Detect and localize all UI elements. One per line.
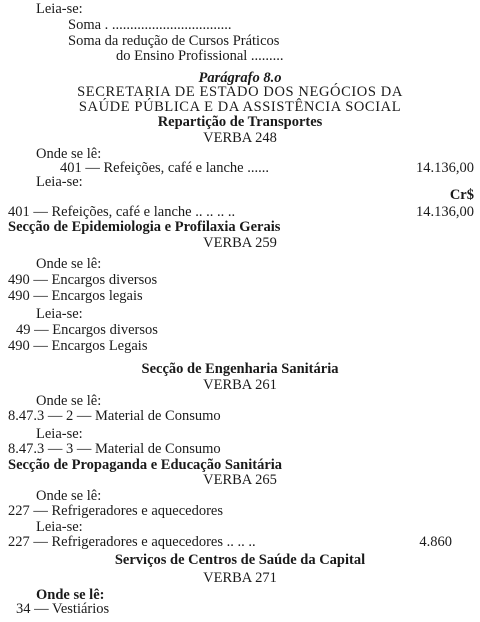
onde-se-le-label: Onde se lê: bbox=[36, 146, 102, 162]
paragraph-heading: Parágrafo 8.o bbox=[198, 70, 282, 86]
currency-header: Cr$ bbox=[449, 187, 474, 203]
item-227-corrected: 227 — Refrigeradores e aquecedores .. .. .. bbox=[8, 534, 256, 550]
item-401-corrected: 401 — Refeições, café e lanche .. .. .. .. bbox=[8, 204, 236, 220]
section-title-epidemiologia: Secção de Epidemiologia e Profilaxia Gerais bbox=[8, 219, 281, 235]
onde-se-le-label: Onde se lê: bbox=[36, 587, 105, 603]
section-title-transportes: Repartição de Transportes bbox=[157, 114, 323, 130]
verba-259: VERBA 259 bbox=[203, 235, 277, 251]
onde-se-le-label: Onde se lê: bbox=[36, 488, 102, 504]
amount-corrected: 14.136,00 bbox=[416, 204, 474, 220]
item-490-legais-corrected: 490 — Encargos Legais bbox=[8, 338, 148, 354]
soma-line: Soma . ................................. bbox=[68, 17, 232, 33]
leia-se-label: Leia-se: bbox=[36, 426, 83, 442]
onde-se-le-label: Onde se lê: bbox=[36, 393, 102, 409]
item-8473-3: 8.47.3 — 3 — Material de Consumo bbox=[8, 441, 221, 457]
item-490-legais: 490 — Encargos legais bbox=[8, 288, 143, 304]
soma-reducao-line: Soma da redução de Cursos Práticos bbox=[68, 33, 280, 49]
onde-se-le-label: Onde se lê: bbox=[36, 256, 102, 272]
leia-se-label: Leia-se: bbox=[36, 1, 83, 17]
leia-se-label: Leia-se: bbox=[36, 519, 83, 535]
item-34: 34 — Vestiários bbox=[16, 601, 110, 617]
leia-se-label: Leia-se: bbox=[36, 174, 83, 190]
secretaria-heading-2: SAÚDE PÚBLICA E DA ASSISTÊNCIA SOCIAL bbox=[78, 99, 402, 115]
section-title-propaganda: Secção de Propaganda e Educação Sanitária bbox=[8, 457, 283, 473]
verba-261: VERBA 261 bbox=[203, 377, 277, 393]
item-490-diversos: 490 — Encargos diversos bbox=[8, 272, 158, 288]
item-401-original: 401 — Refeições, café e lanche ...... bbox=[60, 160, 269, 176]
ensino-profissional-line: do Ensino Profissional ......... bbox=[116, 48, 284, 64]
section-title-centros-saude: Serviços de Centros de Saúde da Capital bbox=[114, 552, 366, 568]
leia-se-label: Leia-se: bbox=[36, 306, 83, 322]
amount-227: 4.860 bbox=[419, 534, 452, 550]
item-227-original: 227 — Refrigeradores e aquecedores bbox=[8, 503, 223, 519]
item-49-diversos: 49 — Encargos diversos bbox=[16, 322, 158, 338]
verba-248: VERBA 248 bbox=[203, 130, 277, 146]
section-title-engenharia: Secção de Engenharia Sanitária bbox=[141, 361, 339, 377]
amount-original: 14.136,00 bbox=[416, 160, 474, 176]
verba-265: VERBA 265 bbox=[203, 472, 277, 488]
item-8473-2: 8.47.3 — 2 — Material de Consumo bbox=[8, 408, 221, 424]
secretaria-heading-1: SECRETARIA DE ESTADO DOS NEGÓCIOS DA bbox=[77, 84, 403, 100]
verba-271: VERBA 271 bbox=[203, 570, 277, 586]
